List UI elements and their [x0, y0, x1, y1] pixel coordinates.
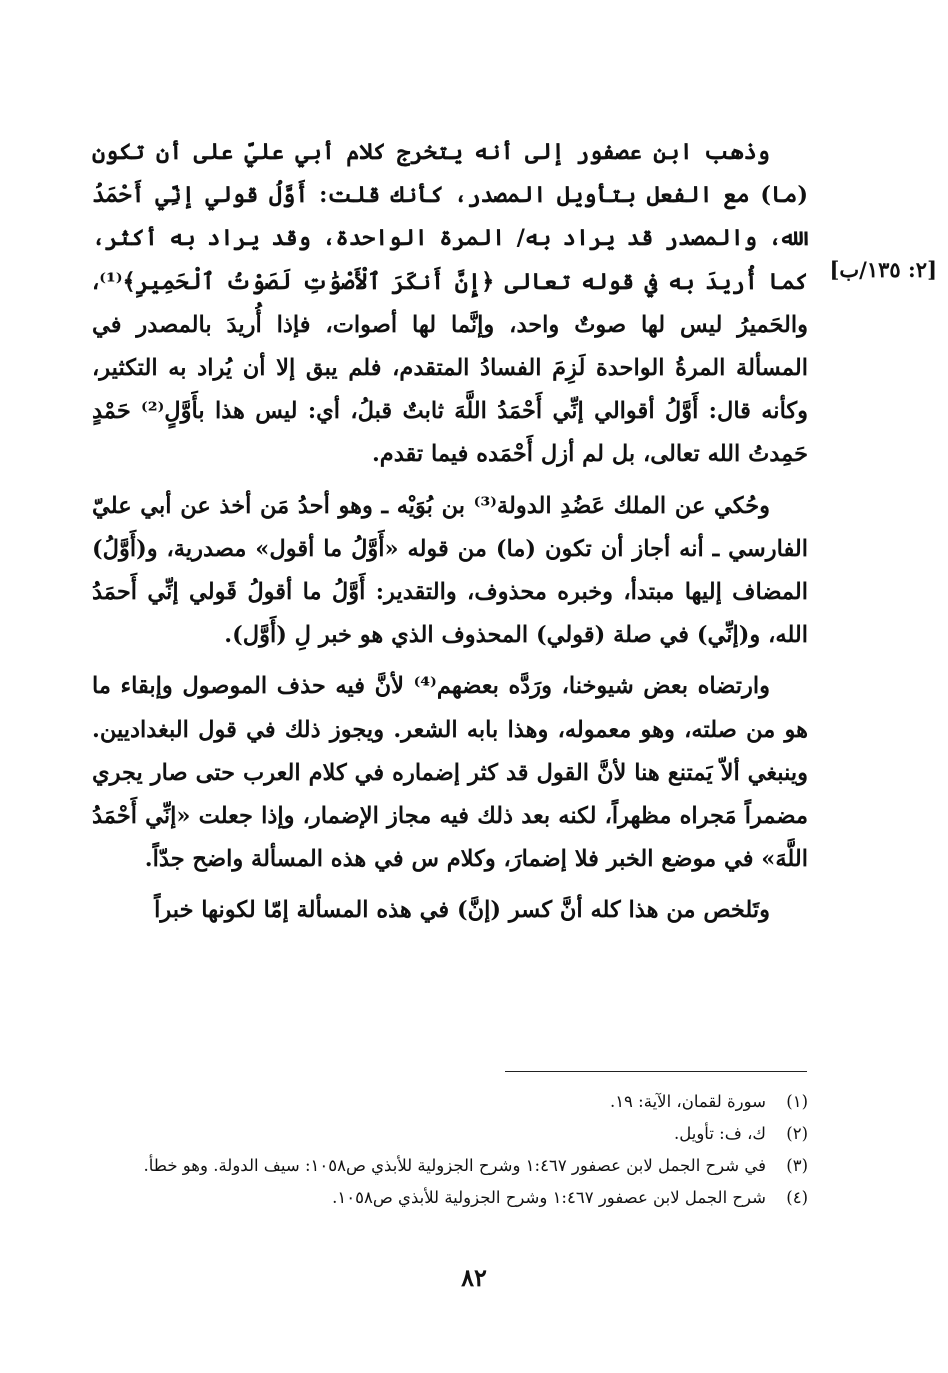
paragraph-2: وحُكي عن الملك عَضُدِ الدولة⁽³⁾ بن بُوَيْه ـ وهو أحدُ مَن أخذ عن أبي عليّ الفارسي ـ أنه أجاز أن تكون (ما) من قوله «أَوَّلُ ما أقول» مصدرية، و(أَوَّلُ) المضاف إليها مبتدأ، وخبره محذوف، والتقدير: أَوَّلُ ما أقولُ قَولي إنِّي أَحمَدُ الله، و(إنِّي) في صلة (قولي) المحذوف الذي هو خبر لِ (أَوَّل). — [92, 492, 808, 649]
manuscript-folio-marker: [٢: ١٣٥/ب] — [829, 257, 937, 282]
paragraph-1: وذهب ابن عصفور إلى أنه يتخرج كلام أبي عليّ على أن تكون (ما) مع الفعل بتأويل المصدر، كأنك قلت: أَوَّلُ قولي إنِّي أَحْمَدُ الله، والمصدر قد يراد به/ المرة الواحدة، وقد يراد به أكثر، كما أُريدَ به في قوله تعالى ﴿إِنَّ أَنكَرَ ٱلْأَصْوَٰتِ لَصَوْتُ ٱلْحَمِيرِ﴾⁽¹⁾، والحَميرُ ليس لها صوتٌ واحد، وإنَّما لها أصوات، فإذا أُريدَ بالمصدر في المسألة المرةُ الواحدة لَزِمَ الفسادُ المتقدم، فلم يبق إلا أن يُراد به التكثير، وكأنه قال: أَوَّلُ أقوالي إنِّي أَحْمَدُ اللَّهَ ثابتٌ قبلُ، أي: ليس هذا بأَوَّلٍ⁽²⁾ حَمْدٍ حَمِدتُ الله تعالى، بل لم أزل أَحْمَده فيما تقدم. — [92, 139, 808, 468]
footnotes-section — [92, 1087, 808, 1215]
footnote-1 — [92, 1087, 808, 1117]
footnote-number: (٤) — [786, 1188, 808, 1207]
paragraph-3: وارتضاه بعض شيوخنا، ورَدَّه بعضهم⁽⁴⁾ لأنَّ فيه حذف الموصول وإبقاء ما هو من صلته، وهو معموله، وهذا بابه الشعر. ويجوز ذلك في قول البغداديين. وينبغي ألاّ يَمتنع هنا لأنَّ القول قد كثر إضماره في كلام العرب حتى صار يجري مضمراً مَجراه مظهراً، لكنه بعد ذلك فيه مجاز الإضمار، وإذا جعلت «إنِّي أَحْمَدُ اللَّهَ» في موضع الخبر فلا إضمارَ، وكلام س في هذه المسألة واضح جدّاً. — [92, 673, 808, 873]
footnote-3 — [92, 1151, 808, 1181]
footnote-text: في شرح الجمل لابن عصفور ١:٤٦٧ وشرح الجزولية للأبذي ص١٠٥٨: سيف الدولة. وهو خطأ. — [143, 1156, 766, 1175]
main-text-body — [92, 131, 808, 941]
footnote-text: شرح الجمل لابن عصفور ١:٤٦٧ وشرح الجزولية للأبذي ص١٠٥٨. — [332, 1188, 766, 1207]
footnote-text: سورة لقمان، الآية: ١٩. — [609, 1092, 766, 1111]
footnote-4 — [92, 1183, 808, 1213]
paragraph-4: وتَلخص من هذا كله أنَّ كسر (إنَّ) في هذه المسألة إمّا لكونها خبراً — [154, 897, 770, 924]
footnote-text: ك، ف: تأويل. — [674, 1124, 766, 1143]
footnote-number: (٢) — [786, 1124, 808, 1143]
footnote-2 — [92, 1119, 808, 1149]
page-number: ٨٢ — [461, 1263, 487, 1292]
footnote-number: (٣) — [786, 1156, 808, 1175]
footnote-number: (١) — [786, 1092, 808, 1111]
footnote-divider — [505, 1071, 807, 1072]
